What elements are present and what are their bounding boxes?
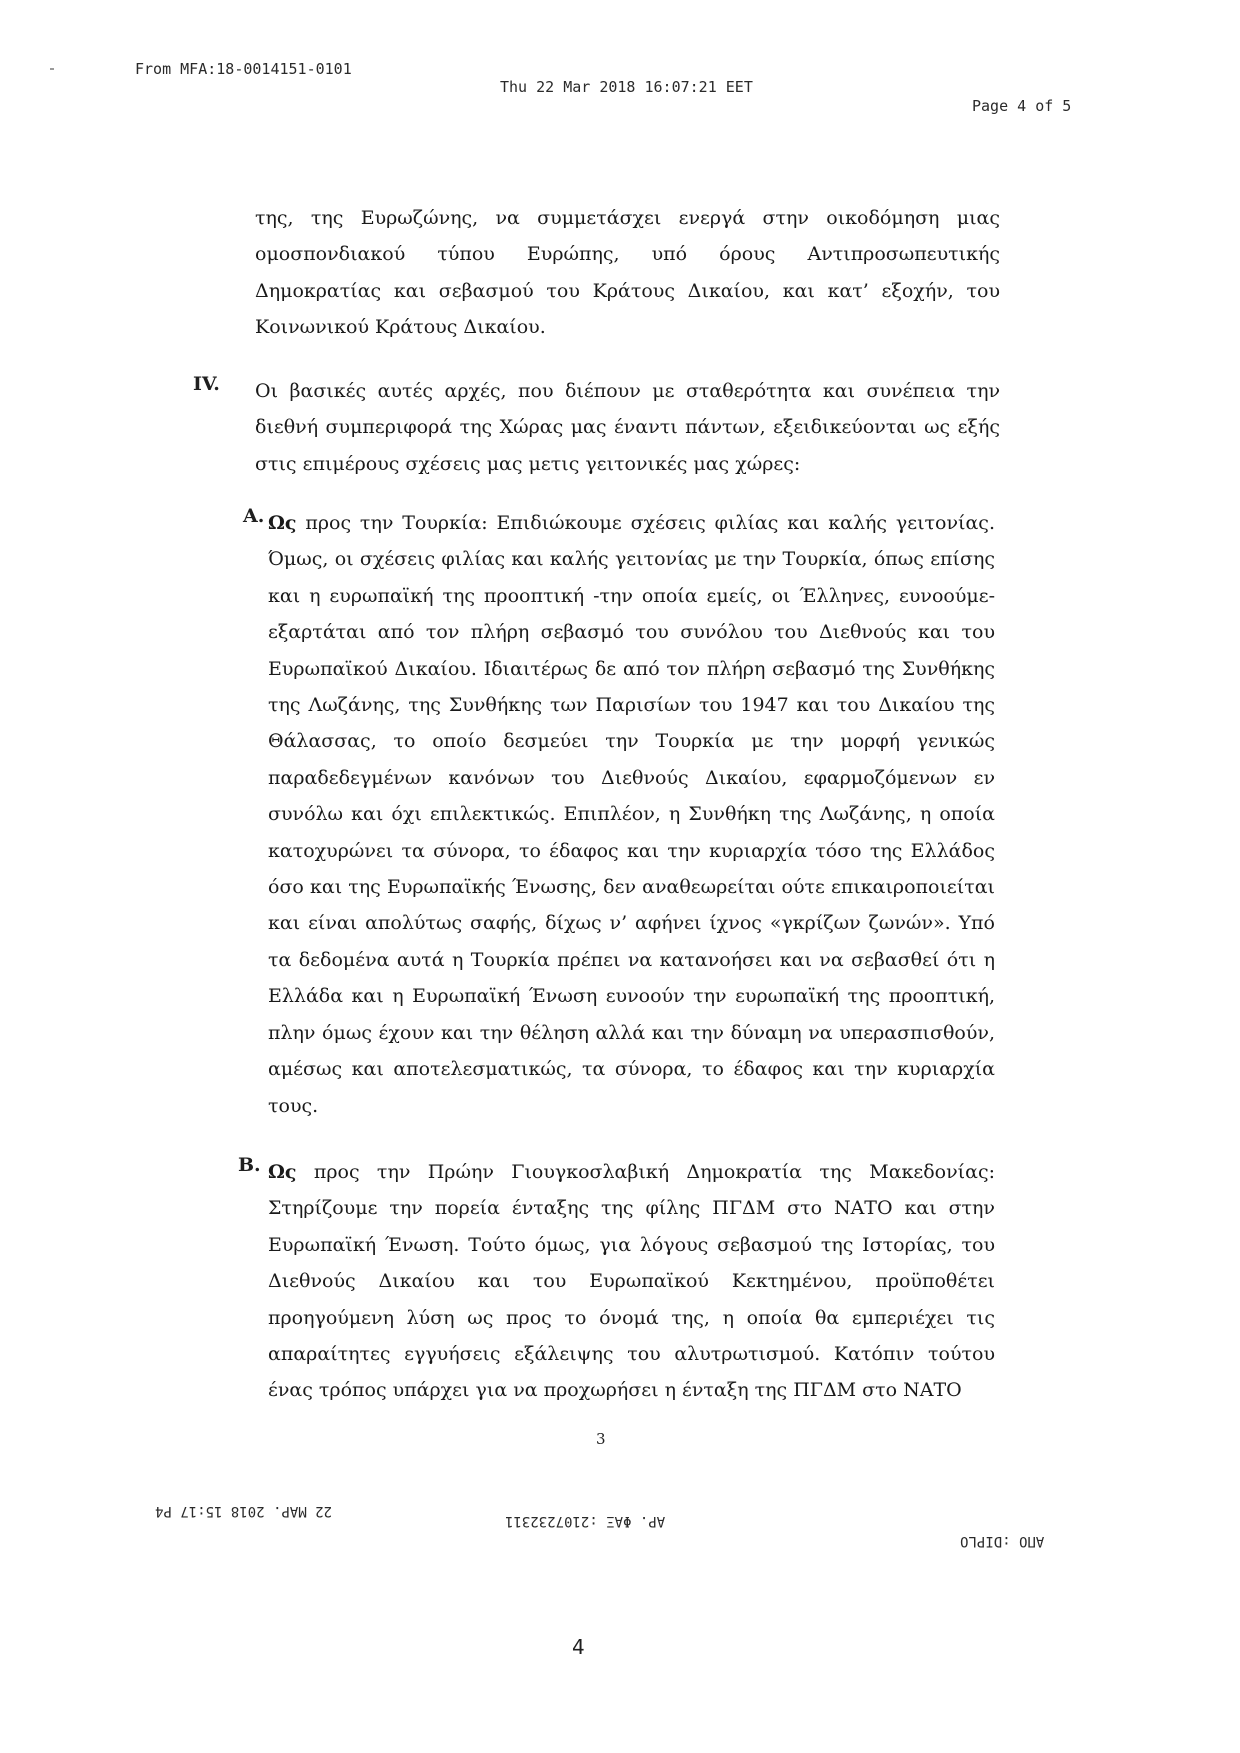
fax-datetime-header: Thu 22 Mar 2018 16:07:21 EET <box>500 78 753 96</box>
subsection-b-lead: Ως <box>268 1161 297 1183</box>
rotated-fax-number: ΑΡ. ΦΑΞ :2107232311 <box>505 1513 666 1529</box>
section-iv-label: IV. <box>193 373 220 395</box>
subsection-b-label: Β. <box>238 1154 261 1176</box>
subsection-b-text: προς την Πρώην Γιουγκοσλαβική Δημοκρατία της Μακεδονίας: Στηρίζουμε την πορεία ένταξης της φίλης ΠΓΔΜ στο ΝΑΤΟ και στην Ευρωπαϊκή Ένωση. Τούτο όμως, για λόγους σεβασμού της Ιστορίας, του Διεθνούς Δικαίου και του Ευρωπαϊκού Κεκτημένου, προϋποθέτει προηγούμενη λύση ως προς το όνομά της, η οποία θα εμπεριέχει τις απαραίτητες εγγυήσεις εξάλειψης του αλυτρωτισμού. Κατόπιν τούτου ένας τρόπος υπάρχει για να προχωρήσει η ένταξη της ΠΓΔΜ στο ΝΑΤΟ <box>268 1161 995 1402</box>
subsection-a-paragraph <box>268 505 995 1124</box>
rotated-fax-sender: ΑΠΟ :DIPLO <box>960 1533 1045 1549</box>
rotated-fax-datetime: 22 ΜΑΡ. 2018 15:17 P4 <box>155 1503 333 1519</box>
fax-sender-header: From MFA:18-0014151-0101 <box>135 60 352 78</box>
scan-speck <box>50 68 54 70</box>
inner-page-number: 3 <box>596 1430 606 1448</box>
subsection-b-paragraph <box>268 1154 995 1409</box>
fax-page-indicator: Page 4 of 5 <box>972 97 1072 115</box>
section-iv-text: Οι βασικές αυτές αρχές, που διέπουν με σταθερότητα και συνέπεια την διεθνή συμπεριφορά της Χώρας μας έναντι πάντων, εξειδικεύονται ως εξής στις επιμέρους σχέσεις μας μετις γειτονικές μας χώρες: <box>255 380 1000 475</box>
outer-page-number: 4 <box>572 1635 585 1659</box>
subsection-a-label: Α. <box>243 505 265 527</box>
subsection-a-text: προς την Τουρκία: Επιδιώκουμε σχέσεις φιλίας και καλής γειτονίας. Όμως, οι σχέσεις φιλίας και καλής γειτονίας με την Τουρκία, όπως επίσης και η ευρωπαϊκή της προοπτική -την οποία εμείς, οι Έλληνες, ευνοούμε- εξαρτάται από τον πλήρη σεβασμό του συνόλου του Διεθνούς και του Ευρωπαϊκού Δικαίου. Ιδιαιτέρως δε από τον πλήρη σεβασμό της Συνθήκης της Λωζάνης, της Συνθήκης των Παρισίων του 1947 και του Δικαίου της Θάλασσας, το οποίο δεσμεύει την Τουρκία με την μορφή γενικώς παραδεδεγμένων κανόνων του Διεθνούς Δικαίου, εφαρμοζόμενων εν συνόλω και όχι επιλεκτικώς. Επιπλέον, η Συνθήκη της Λωζάνης, η οποία κατοχυρώνει τα σύνορα, το έδαφος και την κυριαρχία τόσο της Ελλάδος όσο και της Ευρωπαϊκής Ένωσης, δεν αναθεωρείται ούτε επικαιροποιείται και είναι απολύτως σαφής, δίχως ν’ αφήνει ίχνος «γκρίζων ζωνών». Υπό τα δεδομένα αυτά η Τουρκία πρέπει να κατανοήσει και να σεβασθεί ότι η Ελλάδα και η Ευρωπαϊκή Ένωση ευνοούν την ευρωπαϊκή της προοπτική, πλην όμως έχουν και την θέληση αλλά και την δύναμη να υπερασπισθούν, αμέσως και αποτελεσματικώς, τα σύνορα, το έδαφος και την κυριαρχία τους. <box>268 512 995 1117</box>
subsection-a-lead: Ως <box>268 512 297 534</box>
paragraph-continuation: της, της Ευρωζώνης, να συμμετάσχει ενεργά στην οικοδόμηση μιας ομοσπονδιακού τύπου Ευρώπης, υπό όρους Αντιπροσωπευτικής Δημοκρατίας και σεβασμού του Κράτους Δικαίου, και κατ’ εξοχήν, του Κοινωνικού Κράτους Δικαίου. <box>255 207 1000 339</box>
